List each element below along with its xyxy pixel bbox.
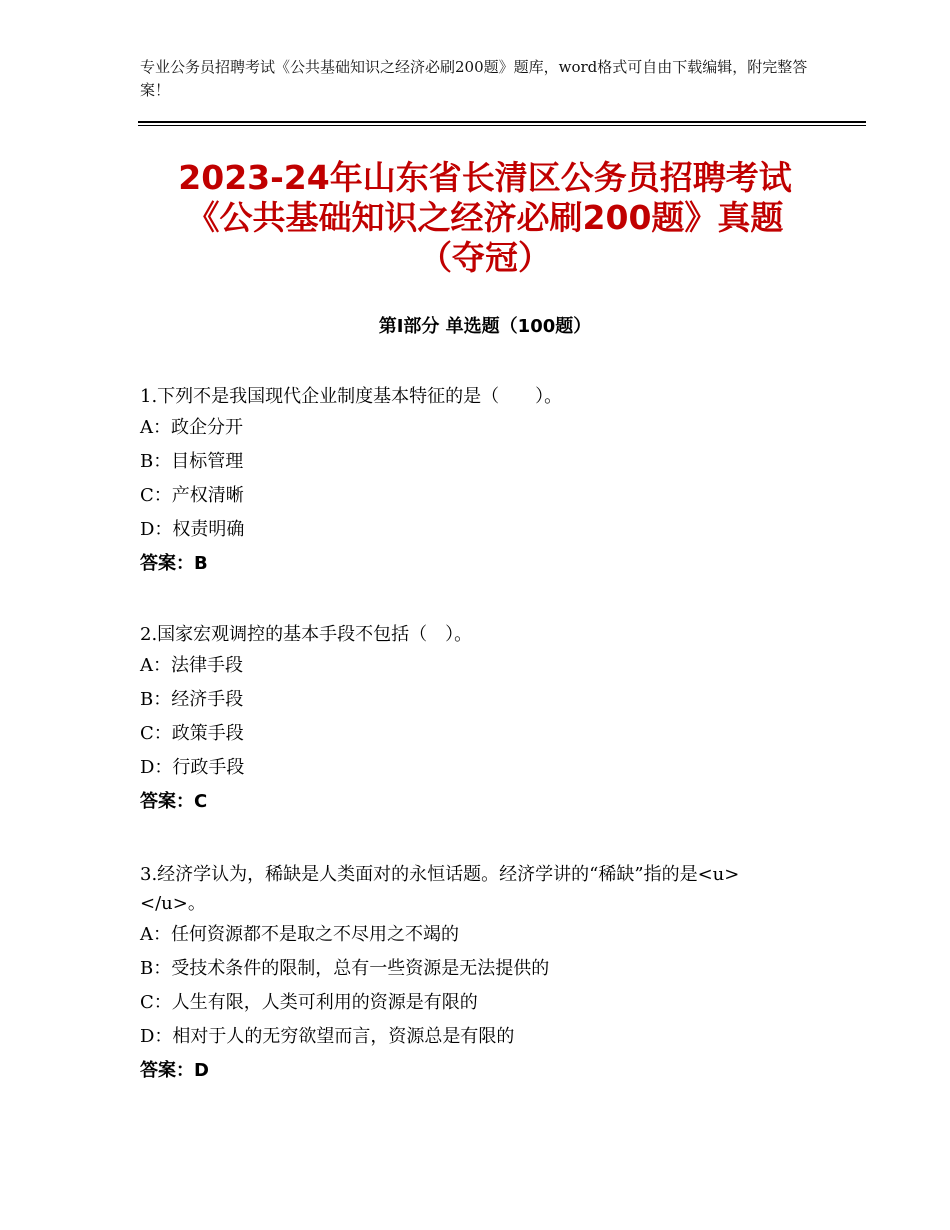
- question-3: [140, 860, 810, 1088]
- option-d: D：权责明确: [140, 519, 245, 540]
- answer: [140, 547, 810, 581]
- option-d: D：相对于人的无穷欲望而言，资源总是有限的: [140, 1026, 515, 1047]
- header-divider-thin: [138, 125, 866, 126]
- answer-label: 答案：: [140, 791, 194, 812]
- answer-label: 答案：: [140, 1060, 194, 1081]
- document-title: [60, 158, 910, 278]
- header-divider-thick: [138, 121, 866, 123]
- option-b: B：受技术条件的限制，总有一些资源是无法提供的: [140, 958, 550, 979]
- question-2: [140, 620, 810, 819]
- option-d: D：行政手段: [140, 757, 245, 778]
- answer-value: C: [194, 791, 208, 812]
- question-stem: 2.国家宏观调控的基本手段不包括（ ）。: [140, 624, 473, 645]
- answer-value: B: [194, 553, 208, 574]
- answer-label: 答案：: [140, 553, 194, 574]
- header-note: 专业公务员招聘考试《公共基础知识之经济必刷200题》题库，word格式可自由下载编辑，附完整答案！: [140, 58, 808, 99]
- title-line: 2023-24年山东省长清区公务员招聘考试: [178, 158, 792, 197]
- option-c: C：产权清晰: [140, 485, 244, 506]
- option-c: C：政策手段: [140, 723, 244, 744]
- option-a: A：政企分开: [140, 417, 243, 438]
- question-stem: 1.下列不是我国现代企业制度基本特征的是（ ）。: [140, 386, 563, 407]
- option-b: B：经济手段: [140, 689, 244, 710]
- section-title: 第Ⅰ部分 单选题（100题）: [378, 316, 592, 337]
- answer-value: D: [194, 1060, 209, 1081]
- question-1: [140, 382, 810, 581]
- title-line: 《公共基础知识之经济必刷200题》真题: [186, 198, 784, 237]
- option-a: A：法律手段: [140, 655, 243, 676]
- question-stem: 3.经济学认为，稀缺是人类面对的永恒话题。经济学讲的“稀缺”指的是<u> </u>。: [140, 864, 794, 914]
- option-c: C：人生有限，人类可利用的资源是有限的: [140, 992, 478, 1013]
- answer: [140, 785, 810, 819]
- option-a: A：任何资源都不是取之不尽用之不竭的: [140, 924, 459, 945]
- option-b: B：目标管理: [140, 451, 244, 472]
- answer: [140, 1054, 810, 1088]
- title-line: （夺冠）: [419, 238, 551, 277]
